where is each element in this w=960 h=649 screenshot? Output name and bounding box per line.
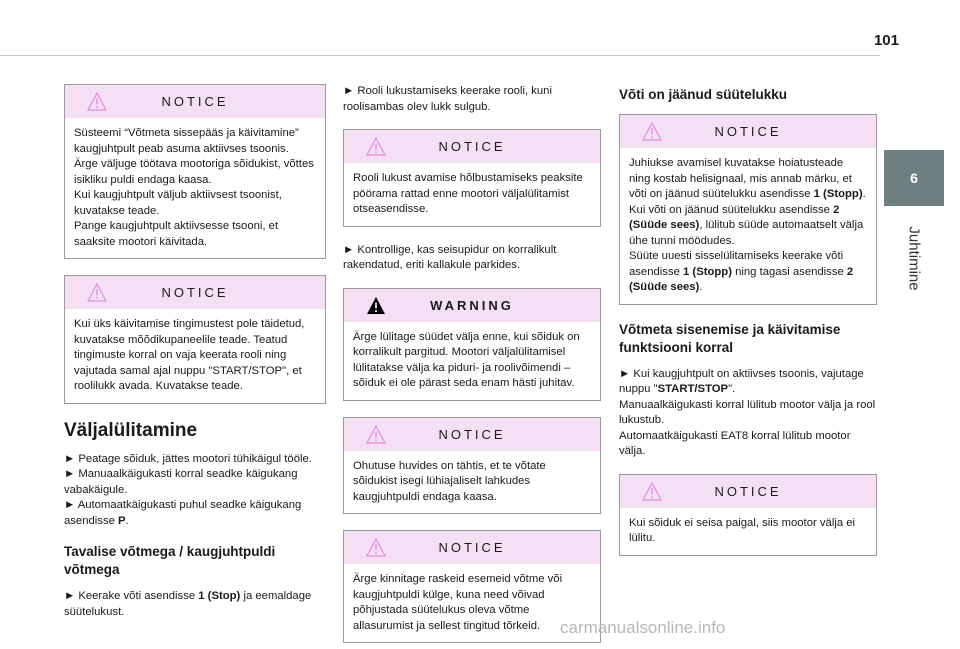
notice-text: Rooli lukust avamise hõlbustamiseks peaksite pöörama rattad enne mootori väljalülitamist otseasendisse.: [353, 172, 583, 215]
key-paragraph: [64, 589, 326, 620]
notice-text: Ohutuse huvides on tähtis, et te võtate sõidukist isegi lühiajaliselt lahkudes kaugjuhtpuldi endaga kaasa.: [353, 459, 546, 503]
notice-header: [620, 115, 876, 148]
notice-triangle-icon: [366, 137, 386, 156]
notice-text: [620, 148, 876, 304]
check-paragraph: ► Kontrollige, kas seisupidur on korralikult rakendatud, eriti kallakule parkides.: [343, 243, 557, 271]
chapter-title-text: Juhtimine: [905, 225, 923, 291]
key-position: 1 (Stop): [198, 590, 241, 602]
key-position: 2 (Süüde sees): [629, 203, 840, 231]
key-end: ja eemaldage süütelukust.: [64, 590, 312, 618]
notice-header: [65, 276, 325, 309]
notice-triangle-icon: [366, 538, 386, 557]
key-text: ► Keerake võti asendisse: [64, 590, 199, 602]
notice-title: NOTICE: [714, 124, 782, 139]
notice-header: [344, 130, 600, 163]
steps-end: .: [125, 514, 129, 527]
start-stop-label: START/STOP: [657, 383, 729, 395]
warning-text: Ärge lülitage süüdet välja enne, kui sõiduk on korralikult pargitud. Mootori väljalülitamisel lülitatakse välja ka piduri- ja roolivõimendi – sõiduk ei ole pärast seda enam hästi juhitav.: [353, 330, 580, 389]
notice-title: NOTICE: [438, 540, 506, 555]
warning-title: WARNING: [430, 297, 514, 313]
column-3: [619, 84, 877, 572]
notice-header: [344, 531, 600, 564]
notice-text: Süsteemi “Võtmeta sissepääs ja käivitamine” kaugjuhtpult peab asuma aktiivses tsoonis. Ärge väljuge töötava mootoriga sõidukist, võttes isikliku puldi endaga kaasa. Kui kaugjuhtpult väljub aktiivsest tsoonist, kuvatakse teade. Pange kaugjuhtpult aktiivsesse tsooni, et saaksite mootori käivitada.: [74, 127, 314, 248]
intro-paragraph: ► Rooli lukustamiseks keerake rooli, kuni roolisambas olev lukk sulgub.: [343, 85, 552, 113]
notice-triangle-icon: [642, 122, 662, 141]
para-text: ". Manuaalkäigukasti korral lülitub mootor välja ja rool lukustub. Automaatkäigukasti EAT8 korral lülitub mootor välja.: [619, 383, 876, 457]
notice-text-part: . Kui võti on jäänud süütelukku asendisse: [629, 188, 866, 216]
header-rule: [0, 55, 880, 56]
notice-header: [344, 418, 600, 451]
notice-header: [65, 85, 325, 118]
notice-title: NOTICE: [161, 94, 229, 109]
steps-text: ► Peatage sõiduk, jättes mootori tühikäigul tööle. ► Manuaalkäigukasti korral seadke käigukang vabakäigule. ► Automaatkäigukasti puhul seadke käigukang asendisse: [64, 452, 312, 527]
notice-title: NOTICE: [438, 426, 506, 442]
column-2: [343, 84, 601, 649]
notice-box: [619, 474, 877, 556]
notice-text: Kui üks käivitamise tingimustest pole täidetud, kuvatakse mõõdikupaneelile teade. Teatud tingimuste korral on vaja keerata rooli ning vajutada samal ajal nuppu "START/STOP", et roolilukk avada. Kuvatakse teade.: [74, 318, 305, 392]
key-position: 1 (Stopp): [813, 188, 863, 200]
key-position: 2 (Süüde sees): [629, 265, 854, 293]
section-heading: Väljalülitamine: [64, 419, 198, 441]
notice-title: NOTICE: [714, 483, 782, 499]
notice-title: NOTICE: [161, 285, 229, 300]
chapter-tab[interactable]: [884, 150, 944, 206]
section-heading: Võtmeta sisenemise ja käivitamise funktsiooni korral: [619, 321, 841, 355]
notice-text-part: , lülitub süüde automaatselt välja ühe tunni möödudes. Süüte uuesti sisselülitamiseks keerake võti asendisse: [629, 219, 864, 278]
notice-title: NOTICE: [438, 139, 506, 154]
notice-text-part: .: [699, 281, 703, 293]
start-stop-paragraph: [619, 367, 877, 460]
para-text: ► Kui kaugjuhtpult on aktiivses tsoonis, vajutage nuppu ": [619, 367, 864, 395]
chapter-number: 6: [910, 170, 918, 186]
notice-text: Ärge kinnitage raskeid esemeid võtme või kaugjuhtpuldi külge, kuna need võivad põhjustada süütelukus oleva võtme allasurumist ja sellest tingitud tõrkeid.: [353, 573, 563, 632]
notice-text-part: Juhiukse avamisel kuvatakse hoiatusteade ning kostab helisignaal, mis annab märku, et võti on jäänud süütelukku asendisse: [629, 157, 852, 200]
notice-triangle-icon: [87, 283, 107, 302]
notice-box: [64, 275, 326, 404]
section-heading: Võti on jäänud süütelukku: [619, 87, 788, 102]
notice-header: [620, 475, 876, 508]
chapter-title: [884, 218, 944, 298]
notice-box: [343, 417, 601, 515]
notice-box: [343, 129, 601, 227]
warning-header: [344, 289, 600, 322]
notice-text-part: ning tagasi asendisse: [731, 265, 847, 278]
sub-heading: Tavalise võtmega / kaugjuhtpuldi võtmega: [64, 544, 276, 577]
notice-text: Kui sõiduk ei seisa paigal, siis mootor välja ei lülitu.: [629, 516, 856, 544]
warning-box: [343, 288, 601, 401]
steps-paragraph: [64, 452, 326, 530]
warning-triangle-icon: [366, 296, 386, 315]
notice-triangle-icon: [642, 482, 662, 501]
notice-triangle-icon: [366, 425, 386, 444]
notice-box: [64, 84, 326, 259]
key-position: 1 (Stopp): [683, 265, 732, 278]
notice-box: [619, 114, 877, 305]
gear-p: P: [118, 514, 126, 527]
watermark: carmanualsonline.info: [560, 618, 726, 637]
notice-triangle-icon: [87, 92, 107, 111]
page-number: 101: [873, 32, 899, 49]
column-1: [64, 84, 326, 634]
